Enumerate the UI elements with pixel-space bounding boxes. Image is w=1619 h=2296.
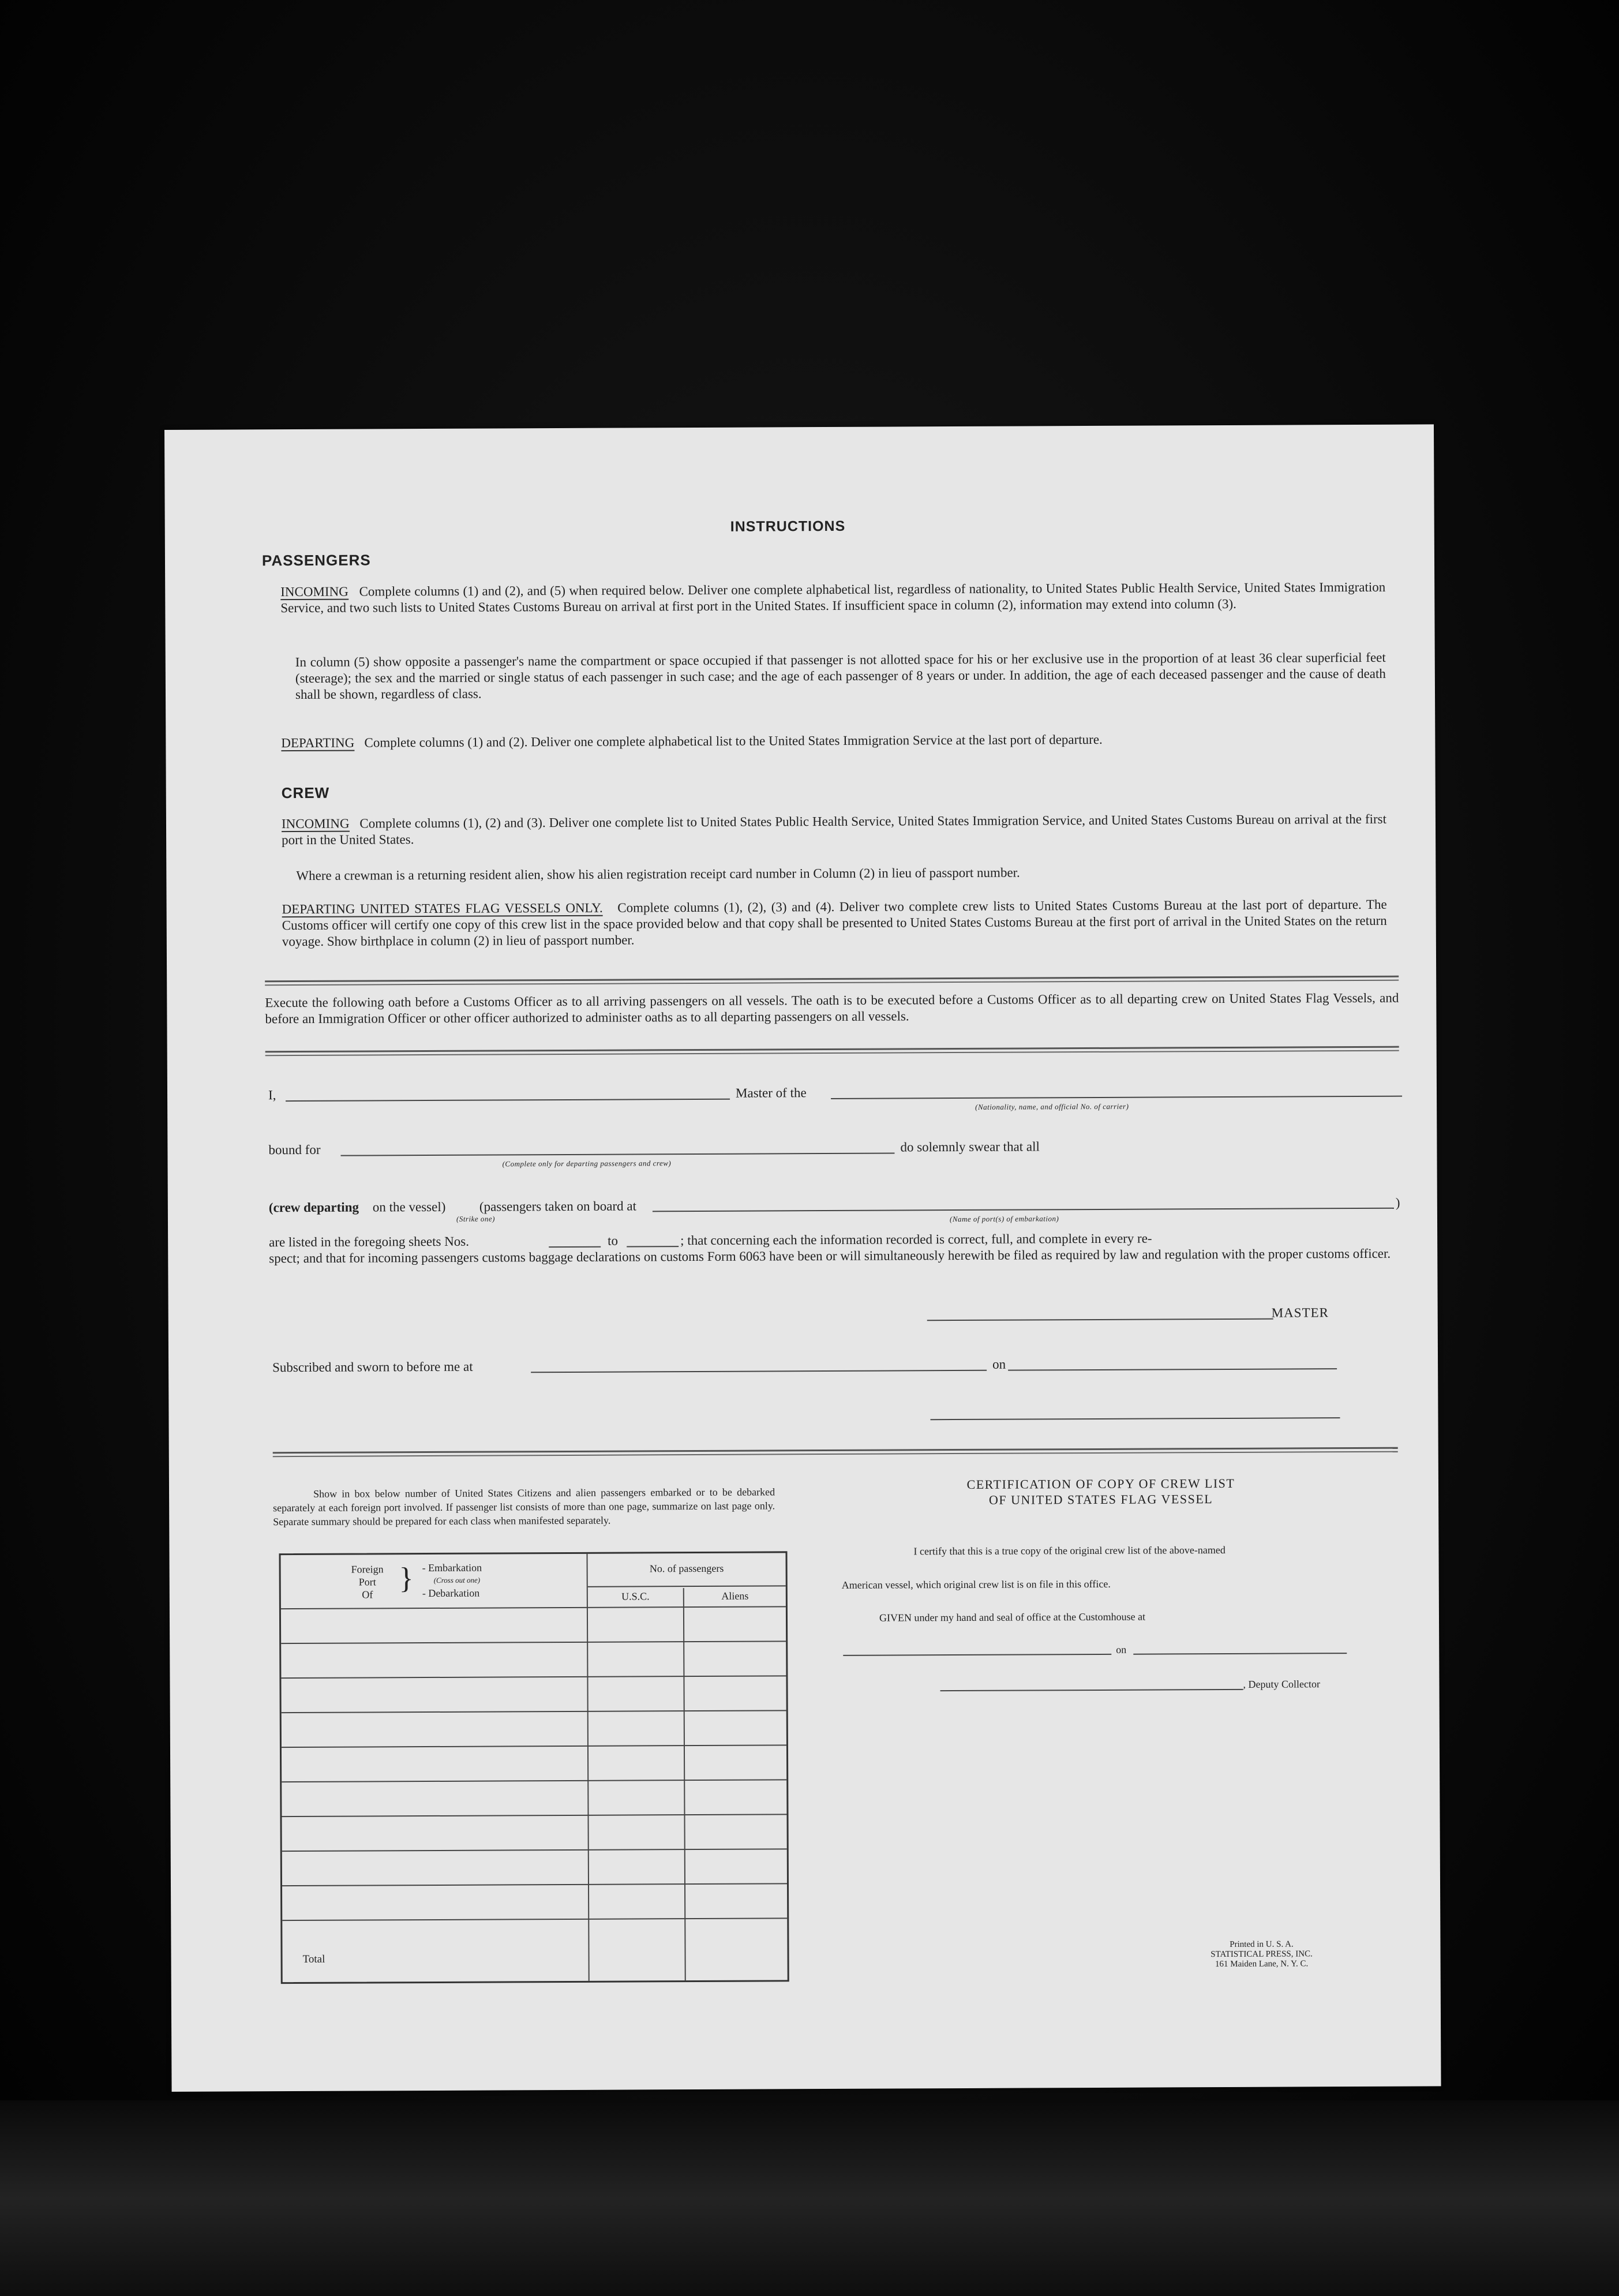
embarkation-ports-field[interactable] [653, 1208, 1394, 1212]
brace-icon: } [399, 1562, 414, 1595]
printer-imprint [1175, 1939, 1348, 1969]
passengers-heading: PASSENGERS [261, 551, 371, 570]
no-passengers-header: No. of passengers [649, 1562, 724, 1575]
listed-text-b: ; that concerning each the information recorded is correct, full, and complete in every re- [680, 1231, 1152, 1248]
subscribed-date-field[interactable] [1008, 1368, 1337, 1370]
subscribed-label: Subscribed and sworn to before me at [272, 1359, 473, 1375]
sheet-from-field[interactable] [549, 1246, 601, 1248]
oath-intro: Execute the following oath before a Customs Officer as to all arriving passengers on all vessels. The oath is to be executed before a Customs Officer as to all departing crew on United States Flag Vessels, and before an Immigration Officer or other officer authorized to administer oaths as to all departing passengers on all vessels. [265, 990, 1399, 1027]
printer-line-1: Printed in U. S. A. [1230, 1939, 1294, 1949]
embarkation-option[interactable]: - Embarkation [422, 1561, 482, 1574]
close-paren: ) [1395, 1195, 1400, 1210]
passengers-taken-label: (passengers taken on board at [479, 1198, 637, 1214]
passengers-departing-label: DEPARTING [281, 735, 355, 751]
passengers-incoming-label: INCOMING [280, 584, 348, 600]
total-label: Total [302, 1953, 325, 1965]
crew-incoming-paragraph [282, 811, 1386, 848]
listed-sheets-label: are listed in the foregoing sheets Nos. [269, 1234, 470, 1250]
deputy-collector-label: , Deputy Collector [1243, 1678, 1321, 1690]
certification-line-1: I certify that this is a true copy of the original crew list of the above-named [913, 1544, 1226, 1557]
crew-departing-text: Complete columns (1), (2), (3) and (4). Deliver two complete crew lists to United States Customs Bureau at the last port of departure. The Customs officer will certify one copy of this crew list in the space provided below and that copy shall be presented to United States Customs Bureau at the first port of arrival in the United States on the return voyage. Show birthplace in column (2) in lieu of passport number. [282, 897, 1387, 949]
certification-heading-line-1: CERTIFICATION OF COPY OF CREW LIST [966, 1475, 1235, 1492]
crew-heading: CREW [281, 784, 330, 802]
passenger-summary-table [279, 1551, 789, 1984]
passengers-column5-paragraph: In column (5) show opposite a passenger's name the compartment or space occupied if that passenger is not allotted space for his or her exclusive use in the proportion of at least 36 clear superficial feet (steerage); the sex and the married or single status of each passenger in such case; and the age of each passenger of 8 years or under. In addition, the age of each deceased passenger and the cause of death shall be shown, regardless of class. [295, 650, 1386, 702]
of-label: Of [362, 1589, 373, 1601]
bound-for-field[interactable] [340, 1152, 894, 1156]
oath-i-label: I, [268, 1088, 276, 1103]
certification-heading-line-2: OF UNITED STATES FLAG VESSEL [988, 1492, 1213, 1507]
carrier-caption: (Nationality, name, and official No. of carrier) [975, 1102, 1129, 1111]
certification-date-field[interactable] [1133, 1653, 1347, 1655]
embark-options [422, 1561, 482, 1600]
customhouse-field[interactable] [843, 1654, 1111, 1656]
listed-to-label: to [608, 1233, 619, 1248]
passengers-incoming-text: Complete columns (1) and (2), and (5) when required below. Deliver one complete alphabetical list, regardless of nationality, to United States Public Health Service, United States Immigration Service, and two such lists to United States Customs Bureau on arrival at first port in the United States. If insufficient space in column (2), information may extend into column (3). [280, 579, 1386, 616]
ports-caption: (Name of port(s) of embarkation) [949, 1214, 1059, 1224]
form-page [164, 424, 1441, 2092]
foreign-label: Foreign [351, 1563, 384, 1575]
bound-for-caption: (Complete only for departing passengers and crew) [502, 1159, 672, 1168]
crew-departing-paragraph [282, 897, 1387, 950]
on-the-vessel-label: on the vessel) [372, 1199, 446, 1215]
sheet-to-field[interactable] [627, 1246, 679, 1247]
listed-text-c: spect; and that for incoming passengers customs baggage declarations on customs Form 6063 have been or will simultaneously herewith be filed as required by law and regulation with the proper customs officer. [269, 1246, 1391, 1266]
debarkation-option[interactable]: - Debarkation [422, 1587, 480, 1600]
certification-on-label: on [1116, 1643, 1127, 1655]
subscribed-on-label: on [992, 1357, 1006, 1372]
passengers-departing-text: Complete columns (1) and (2). Deliver one complete alphabetical list to the United States Immigration Service at the last port of departure. [364, 732, 1103, 750]
bound-for-label: bound for [268, 1142, 321, 1158]
crew-incoming-text: Complete columns (1), (2) and (3). Deliver one complete list to United States Public Health Service, United States Immigration Service, and United States Customs Bureau on arrival at the first port in the United States. [282, 811, 1387, 848]
passengers-departing-paragraph [281, 731, 1386, 751]
master-signature-field[interactable] [927, 1319, 1273, 1321]
master-of-the-label: Master of the [735, 1085, 807, 1100]
certification-heading [934, 1475, 1268, 1508]
certification-line-3: GIVEN under my hand and seal of office at the Customhouse at [879, 1610, 1146, 1624]
scanner-bottom-shadow [0, 2100, 1619, 2296]
certification-line-2: American vessel, which original crew list is on file in this office. [841, 1578, 1111, 1591]
crew-resident-paragraph: Where a crewman is a returning resident alien, show his alien registration receipt card number in Column (2) in lieu of passport number. [296, 865, 1020, 883]
crew-departing-label: DEPARTING UNITED STATES FLAG VESSELS ONLY. [282, 900, 603, 917]
printer-line-2: STATISTICAL PRESS, INC. [1210, 1949, 1313, 1960]
page-title: INSTRUCTIONS [730, 518, 846, 535]
deputy-signature-field[interactable] [940, 1689, 1243, 1691]
crew-incoming-label: INCOMING [281, 816, 350, 831]
usc-header: U.S.C. [621, 1590, 650, 1602]
carrier-field[interactable] [831, 1096, 1402, 1099]
cross-out-caption: (Cross out one) [433, 1575, 481, 1585]
foreign-port-label [339, 1563, 396, 1601]
summary-instructions: Show in box below number of United States Citizens and alien passengers embarked or to be debarked separately at each foreign port involved. If passenger list consists of more than one page, summarize on last page only. Separate summary should be prepared for each class when manifested separately. [273, 1486, 775, 1528]
aliens-header: Aliens [721, 1590, 749, 1602]
master-name-field[interactable] [286, 1099, 730, 1102]
subscribed-place-field[interactable] [531, 1370, 987, 1373]
master-signature-label: MASTER [1271, 1305, 1329, 1320]
crew-departing-option: (crew departing [268, 1200, 359, 1215]
passengers-incoming-paragraph [280, 579, 1385, 616]
port-label: Port [358, 1576, 376, 1588]
strike-caption: (Strike one) [456, 1214, 496, 1223]
officer-signature-field[interactable] [930, 1417, 1340, 1420]
swear-label: do solemnly swear that all [900, 1139, 1040, 1155]
printer-line-3: 161 Maiden Lane, N. Y. C. [1215, 1959, 1309, 1969]
